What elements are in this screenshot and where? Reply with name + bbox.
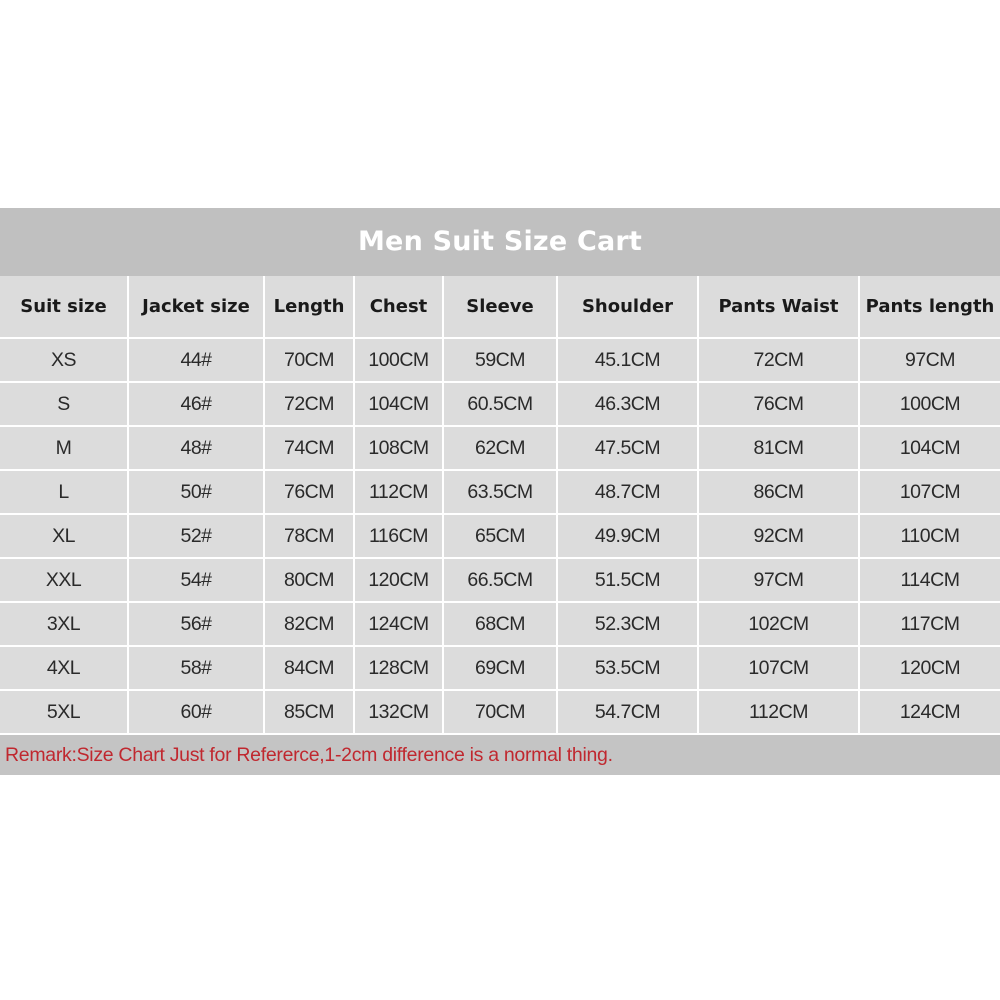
table-cell: 120CM xyxy=(354,558,443,602)
table-cell: 70CM xyxy=(443,690,557,734)
table-cell: 124CM xyxy=(354,602,443,646)
remark-note: Remark:Size Chart Just for Refererce,1-2cm difference is a normal thing. xyxy=(0,735,1000,775)
table-cell: 63.5CM xyxy=(443,470,557,514)
table-cell: 114CM xyxy=(859,558,1000,602)
table-cell: 107CM xyxy=(859,470,1000,514)
table-cell: 112CM xyxy=(698,690,859,734)
table-cell: 45.1CM xyxy=(557,338,698,382)
table-cell: 104CM xyxy=(354,382,443,426)
table-row xyxy=(0,514,1000,558)
table-cell: M xyxy=(0,426,128,470)
column-header: Shoulder xyxy=(557,276,698,338)
table-cell: 112CM xyxy=(354,470,443,514)
column-header: Sleeve xyxy=(443,276,557,338)
table-cell: 66.5CM xyxy=(443,558,557,602)
chart-title: Men Suit Size Cart xyxy=(0,208,1000,276)
table-cell: 54.7CM xyxy=(557,690,698,734)
table-cell: 59CM xyxy=(443,338,557,382)
table-cell: 68CM xyxy=(443,602,557,646)
column-header: Suit size xyxy=(0,276,128,338)
column-header: Pants length xyxy=(859,276,1000,338)
table-row xyxy=(0,470,1000,514)
size-table xyxy=(0,276,1000,735)
table-cell: 76CM xyxy=(698,382,859,426)
table-cell: 58# xyxy=(128,646,264,690)
table-cell: 80CM xyxy=(264,558,354,602)
table-cell: XS xyxy=(0,338,128,382)
table-cell: S xyxy=(0,382,128,426)
column-header: Length xyxy=(264,276,354,338)
table-cell: 72CM xyxy=(698,338,859,382)
table-cell: 48# xyxy=(128,426,264,470)
table-cell: 3XL xyxy=(0,602,128,646)
size-chart xyxy=(0,208,1000,775)
table-cell: 86CM xyxy=(698,470,859,514)
table-cell: 47.5CM xyxy=(557,426,698,470)
table-row xyxy=(0,382,1000,426)
table-cell: 128CM xyxy=(354,646,443,690)
column-header: Chest xyxy=(354,276,443,338)
table-row xyxy=(0,690,1000,734)
table-cell: L xyxy=(0,470,128,514)
table-cell: 104CM xyxy=(859,426,1000,470)
table-cell: 54# xyxy=(128,558,264,602)
table-row xyxy=(0,646,1000,690)
table-cell: 78CM xyxy=(264,514,354,558)
table-cell: 100CM xyxy=(354,338,443,382)
table-cell: 5XL xyxy=(0,690,128,734)
table-cell: 92CM xyxy=(698,514,859,558)
table-cell: 48.7CM xyxy=(557,470,698,514)
table-cell: 76CM xyxy=(264,470,354,514)
table-row xyxy=(0,338,1000,382)
table-cell: 56# xyxy=(128,602,264,646)
table-row xyxy=(0,558,1000,602)
table-cell: 124CM xyxy=(859,690,1000,734)
table-row xyxy=(0,426,1000,470)
table-cell: 50# xyxy=(128,470,264,514)
table-cell: 62CM xyxy=(443,426,557,470)
table-cell: 53.5CM xyxy=(557,646,698,690)
table-cell: 97CM xyxy=(859,338,1000,382)
table-cell: XL xyxy=(0,514,128,558)
table-cell: 85CM xyxy=(264,690,354,734)
table-cell: 69CM xyxy=(443,646,557,690)
table-cell: 97CM xyxy=(698,558,859,602)
column-header: Jacket size xyxy=(128,276,264,338)
table-cell: XXL xyxy=(0,558,128,602)
column-header: Pants Waist xyxy=(698,276,859,338)
table-cell: 81CM xyxy=(698,426,859,470)
table-cell: 117CM xyxy=(859,602,1000,646)
table-cell: 60# xyxy=(128,690,264,734)
table-cell: 120CM xyxy=(859,646,1000,690)
table-cell: 82CM xyxy=(264,602,354,646)
table-cell: 107CM xyxy=(698,646,859,690)
table-cell: 74CM xyxy=(264,426,354,470)
table-cell: 52# xyxy=(128,514,264,558)
table-cell: 70CM xyxy=(264,338,354,382)
header-row xyxy=(0,276,1000,338)
table-cell: 84CM xyxy=(264,646,354,690)
table-cell: 46.3CM xyxy=(557,382,698,426)
table-cell: 51.5CM xyxy=(557,558,698,602)
table-cell: 49.9CM xyxy=(557,514,698,558)
table-cell: 102CM xyxy=(698,602,859,646)
table-cell: 52.3CM xyxy=(557,602,698,646)
table-cell: 46# xyxy=(128,382,264,426)
table-cell: 72CM xyxy=(264,382,354,426)
table-cell: 132CM xyxy=(354,690,443,734)
table-cell: 100CM xyxy=(859,382,1000,426)
table-cell: 65CM xyxy=(443,514,557,558)
table-cell: 60.5CM xyxy=(443,382,557,426)
table-cell: 44# xyxy=(128,338,264,382)
table-cell: 108CM xyxy=(354,426,443,470)
table-cell: 110CM xyxy=(859,514,1000,558)
table-cell: 116CM xyxy=(354,514,443,558)
table-cell: 4XL xyxy=(0,646,128,690)
table-row xyxy=(0,602,1000,646)
